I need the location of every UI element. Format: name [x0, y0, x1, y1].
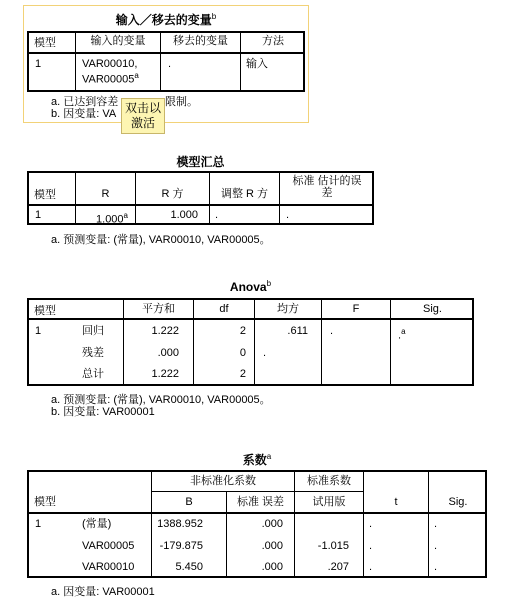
table3-header-sig: Sig. [423, 303, 442, 315]
table1-title: 输入／移去的变量$^b$ [115, 12, 217, 27]
table4-header-model: 模型 [34, 496, 56, 508]
table4-row-label: VAR00010 [82, 561, 135, 573]
table3-row-ms: .611 [287, 325, 308, 337]
table2-row-adj: . [215, 209, 219, 221]
table3-row-ms: . [263, 347, 267, 359]
table4-note-a: a. 因变量: VAR00001 [51, 586, 155, 598]
table4-row-beta: -1.015 [317, 540, 349, 552]
table2-header-model: 模型 [34, 189, 56, 201]
table1-row-method: 输入 [246, 58, 268, 70]
table1-row-removed: . [168, 58, 172, 70]
table3-row-label: 回归 [82, 325, 104, 337]
table4-header-unstd: 非标准化系数 [190, 475, 256, 487]
table1-header-model: 模型 [34, 37, 56, 49]
table1-row-entered-1: VAR00010, [82, 58, 138, 70]
table3-note-b: b. 因变量: VAR00001 [51, 406, 155, 418]
table3-row-df: 2 [239, 325, 246, 337]
table1-note-a-tail: 限制。 [165, 96, 198, 108]
table4-row-model: 1 [35, 518, 42, 530]
table4-header-sig: Sig. [448, 496, 468, 508]
table3-header-model: 模型 [34, 305, 56, 317]
table2-row-r2: 1.000 [170, 209, 198, 221]
table4-header-std: 标准系数 [307, 475, 351, 487]
table3-row-f: . [330, 325, 334, 337]
table2-row-model: 1 [35, 209, 42, 221]
table4-row-t: . [369, 518, 373, 530]
table2-header-se-1: 标准 估计的误 [292, 175, 362, 187]
table2-header-adj: 调整 R 方 [220, 188, 269, 200]
table4-row-t: . [369, 540, 373, 552]
table4-row-label: (常量) [82, 518, 112, 530]
table2-note-a: a. 预测变量: (常量), VAR00010, VAR00005。 [51, 234, 271, 246]
table4-row-t: . [369, 561, 373, 573]
table3-row-df: 0 [239, 347, 246, 359]
table4-row-beta: .207 [327, 561, 349, 573]
table4-row-se: .000 [261, 518, 283, 530]
table4-header-beta: 试用版 [312, 496, 346, 508]
table4-header-t: t [394, 496, 398, 508]
table3-row-sig: .$^a$ [398, 327, 406, 342]
table1-header-removed: 移去的变量 [173, 35, 228, 47]
table3-row-ss: 1.222 [151, 368, 179, 380]
table4-row-sig: . [434, 518, 438, 530]
table2-header-r2: R 方 [161, 188, 184, 200]
table4-row-b: -179.875 [159, 540, 203, 552]
table4-header-se: 标准 误差 [236, 496, 285, 508]
table4-row-se: .000 [261, 540, 283, 552]
table1-note-a: a. 已达到容差 [51, 96, 119, 108]
table3-note-a: a. 预测变量: (常量), VAR00010, VAR00005。 [51, 394, 271, 406]
table3-row-df: 2 [239, 368, 246, 380]
table1-header-entered: 输入的变量 [90, 35, 146, 47]
table3-header-ss: 平方和 [142, 303, 175, 315]
table2-header-r: R [101, 188, 110, 200]
table3-row-ss: 1.222 [151, 325, 179, 337]
table3-header-f: F [352, 303, 360, 315]
table1-header-method: 方法 [262, 35, 284, 47]
table3-header-df: df [219, 303, 229, 315]
table3-header-ms: 均方 [277, 303, 299, 315]
table3-title: Anova$^b$ [229, 279, 272, 294]
table3-row-ss: .000 [157, 347, 179, 359]
table4-row-sig: . [434, 561, 438, 573]
table4-row-b: 5.450 [175, 561, 203, 573]
table1-row-model: 1 [35, 58, 42, 70]
table2-row-r: 1.000$^a$ [96, 211, 128, 226]
table4-row-b: 1388.952 [157, 518, 203, 530]
table1-note-b: b. 因变量: VA [51, 108, 117, 120]
table4-row-se: .000 [261, 561, 283, 573]
table2-row-se: . [286, 209, 290, 221]
table4-row-label: VAR00005 [82, 540, 135, 552]
table2-title: 模型汇总 [176, 155, 225, 169]
table3-row-label: 残差 [82, 347, 104, 359]
table3-row-model: 1 [35, 325, 42, 337]
table3-row-label: 总计 [82, 368, 104, 380]
table4-header-b: B [185, 496, 193, 508]
table2-header-se-2: 差 [321, 187, 333, 199]
table1-row-entered-2: VAR00005$^a$ [82, 71, 139, 86]
activate-tooltip[interactable]: 双击以 激活 [121, 98, 165, 134]
table4-title: 系数$^a$ [242, 452, 272, 467]
table4-row-sig: . [434, 540, 438, 552]
